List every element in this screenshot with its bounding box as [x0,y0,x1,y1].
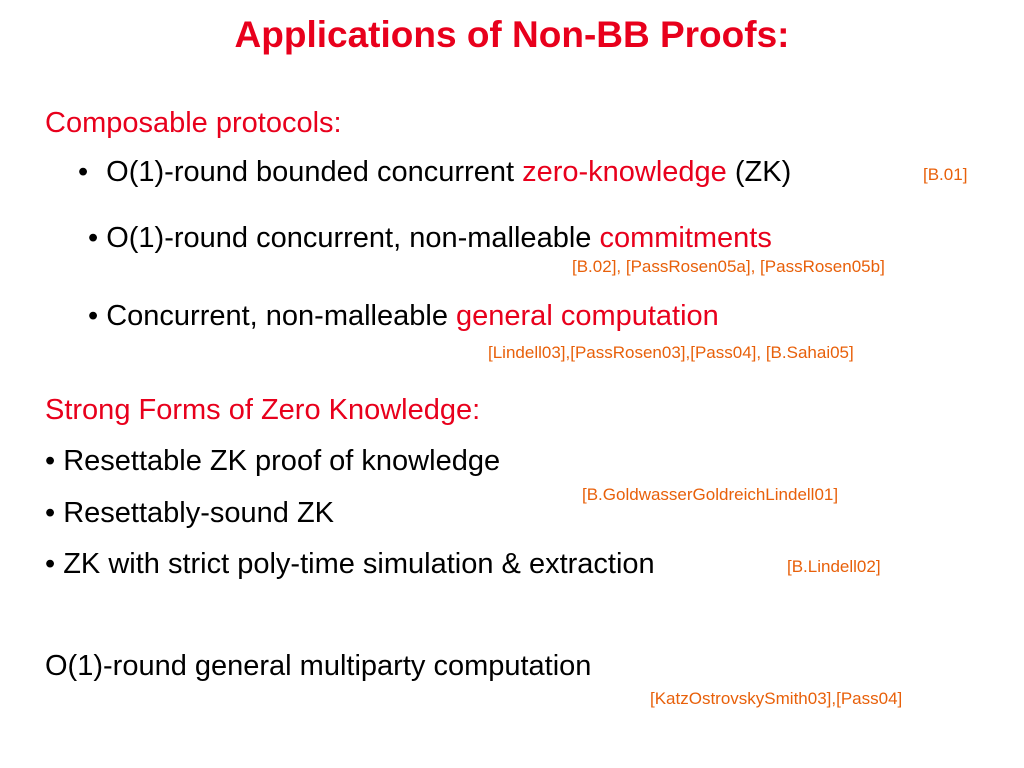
commitments-highlight: commitments [599,222,772,254]
strict-simulation-reference: [B.Lindell02] [787,557,881,576]
strong-zk-heading: Strong Forms of Zero Knowledge: [45,394,481,426]
slide-title: Applications of Non-BB Proofs: [234,14,790,55]
general-computation-item [88,300,719,333]
commitments-item [88,222,772,255]
composable-heading: Composable protocols: [45,107,342,139]
multiparty-reference: [KatzOstrovskySmith03],[Pass04] [650,689,903,708]
zk-reference: [B.01] [923,165,968,184]
list-item: • ZK with strict poly-time simulation & extraction [45,548,655,580]
general-computation-highlight: general computation [456,300,719,332]
bullet: • [78,156,89,188]
zk-suffix: (ZK) [726,156,792,188]
strong-zk-reference: [B.GoldwasserGoldreichLindell01] [582,485,839,504]
commitments-text: • O(1)-round concurrent, non-malleable [88,222,600,254]
zk-highlight: zero-knowledge [522,156,727,188]
list-item: • Resettably-sound ZK [45,497,335,529]
zk-text: O(1)-round bounded concurrent [106,156,523,188]
multiparty-item: O(1)-round general multiparty computation [45,650,592,682]
general-computation-text: • Concurrent, non-malleable [88,300,457,332]
commitments-reference: [B.02], [PassRosen05a], [PassRosen05b] [572,257,885,276]
list-item: • Resettable ZK proof of knowledge [45,445,501,477]
general-computation-reference: [Lindell03],[PassRosen03],[Pass04], [B.Sahai05] [488,343,854,362]
zk-item [78,156,791,189]
